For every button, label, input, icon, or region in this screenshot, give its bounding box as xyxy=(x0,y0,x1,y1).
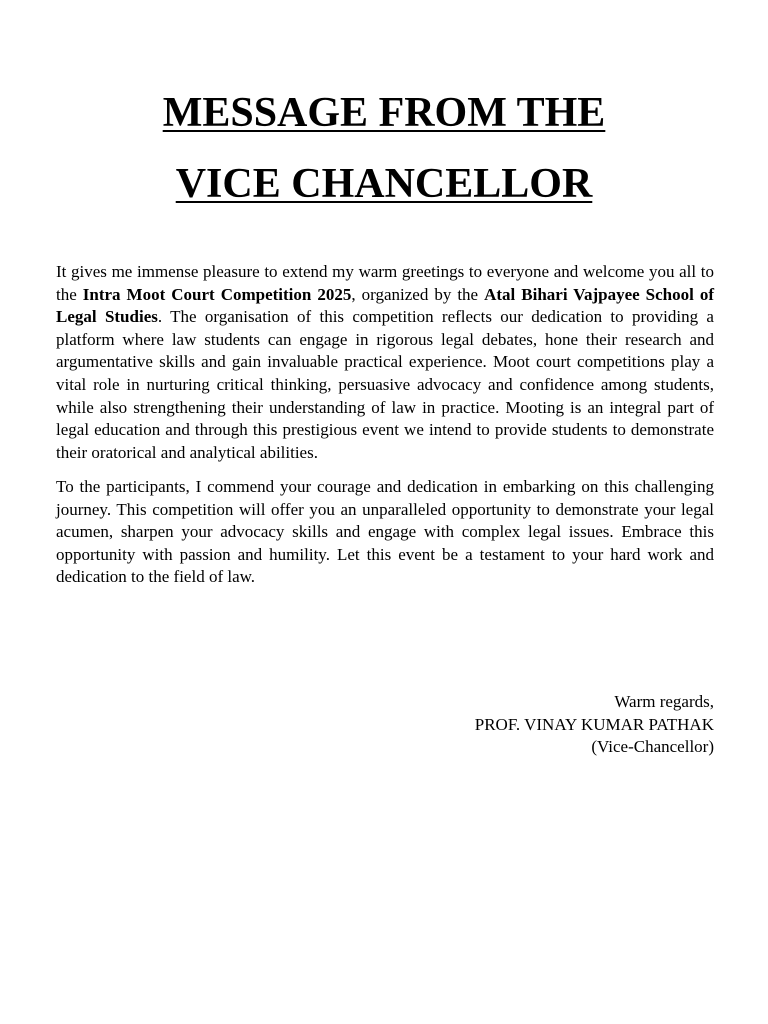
school-name: Atal Bihari Vajpayee School of Legal Studies xyxy=(56,284,714,327)
paragraph-text-segment: It gives me immense pleasure to extend my warm greetings to everyone and welcome you all to the xyxy=(56,262,714,304)
signature-block xyxy=(475,691,714,759)
closing-line: Warm regards, xyxy=(614,692,714,711)
page-title-line-2: VICE CHANCELLOR xyxy=(175,161,593,207)
paragraph-welcome xyxy=(56,261,714,464)
event-name: Intra Moot Court Competition 2025 xyxy=(82,284,352,304)
page-title-line-1: MESSAGE FROM THE xyxy=(162,90,606,136)
signatory-designation: (Vice-Chancellor) xyxy=(591,737,714,757)
paragraph-text-segment: . The organisation of this competition reflects our dedication to providing a platform where law students can engage in rigorous legal debates, hone their research and argumentative skills and gain invaluable practical experience. Moot court competitions play a vital role in nurturing critical thinking, persuasive advocacy and confidence among students, while also strengthening their understanding of law in practice. Mooting is an integral part of legal education and through this prestigious event we intend to provide students to demonstrate their oratorical and analytical abilities. xyxy=(56,307,714,462)
signatory-name: PROF. VINAY KUMAR PATHAK xyxy=(474,714,714,734)
paragraph-text-segment: , organized by the xyxy=(351,284,485,304)
paragraph-participants: To the participants, I commend your courage and dedication in embarking on this challenging journey. This competition will offer you an unparalleled opportunity to demonstrate your legal acumen, sharpen your advocacy skills and engage with complex legal issues. Embrace this opportunity with passion and humility. Let this event be a testament to your hard work and dedication to the field of law. xyxy=(56,477,714,587)
